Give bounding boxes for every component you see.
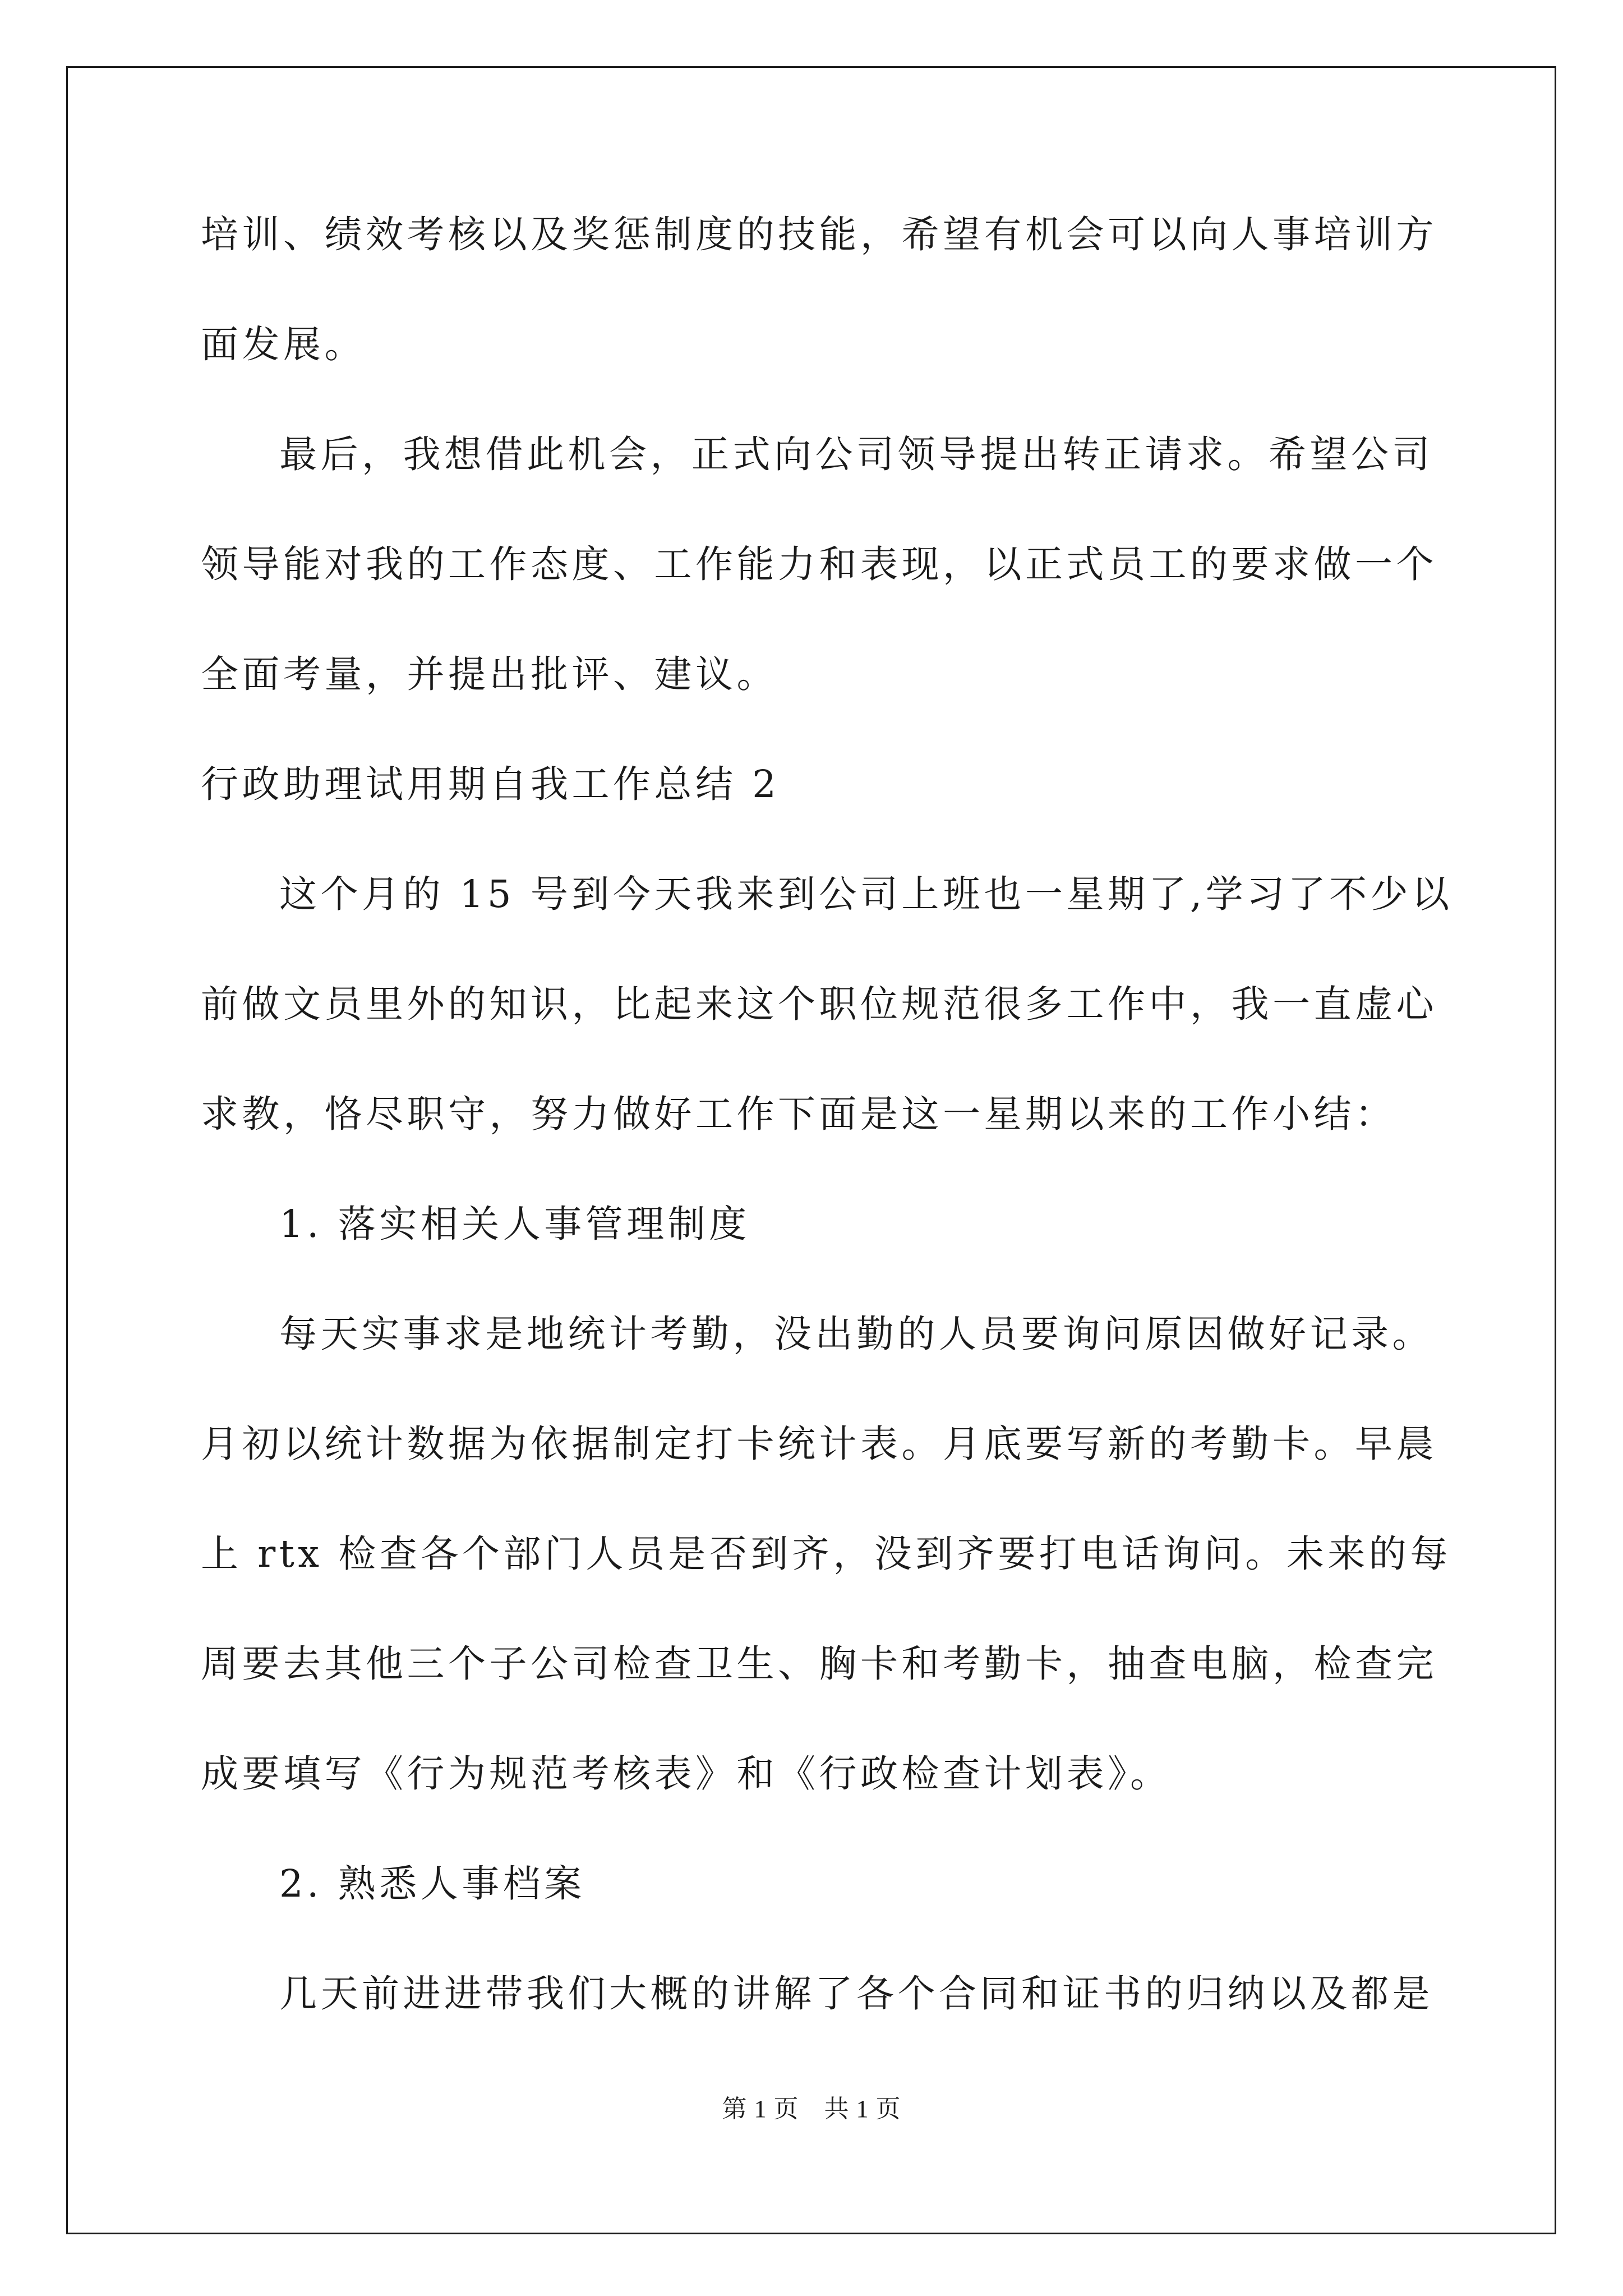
body-line: 前做文员里外的知识，比起来这个职位规范很多工作中，我一直虚心 [201,982,1437,1026]
body-line: 最后，我想借此机会，正式向公司领导提出转正请求。希望公司 [279,432,1433,476]
body-line: 面发展。 [201,323,366,366]
body-line: 领导能对我的工作态度、工作能力和表现，以正式员工的要求做一个 [201,542,1437,586]
body-line: 全面考量，并提出批评、建议。 [201,652,778,696]
body-line: 周要去其他三个子公司检查卫生、胸卡和考勤卡，抽查电脑，检查完 [201,1642,1437,1686]
body-line: 这个月的 15 号到今天我来到公司上班也一星期了,学习了不少以 [279,872,1453,916]
body-line: 几天前进进带我们大概的讲解了各个合同和证书的归纳以及都是 [279,1972,1433,2016]
body-line: 求教，恪尽职守，努力做好工作下面是这一星期以来的工作小结： [201,1092,1396,1136]
page-border [66,66,1556,2234]
page-footer: 第 1 页 共 1 页 [722,2095,901,2123]
body-line: 每天实事求是地统计考勤，没出勤的人员要询问原因做好记录。 [279,1312,1433,1356]
body-line: 培训、绩效考核以及奖惩制度的技能，希望有机会可以向人事培训方 [201,213,1437,256]
body-line: 月初以统计数据为依据制定打卡统计表。月底要写新的考勤卡。早晨 [201,1422,1437,1466]
section-heading: 行政助理试用期自我工作总结 2 [201,762,780,806]
subheading: 1. 落实相关人事管理制度 [279,1202,750,1246]
body-line: 成要填写《行为规范考核表》和《行政检查计划表》。 [201,1752,1172,1796]
subheading: 2. 熟悉人事档案 [279,1862,585,1906]
body-line: 上 rtx 检查各个部门人员是否到齐，没到齐要打电话询问。未来的每 [201,1532,1451,1576]
